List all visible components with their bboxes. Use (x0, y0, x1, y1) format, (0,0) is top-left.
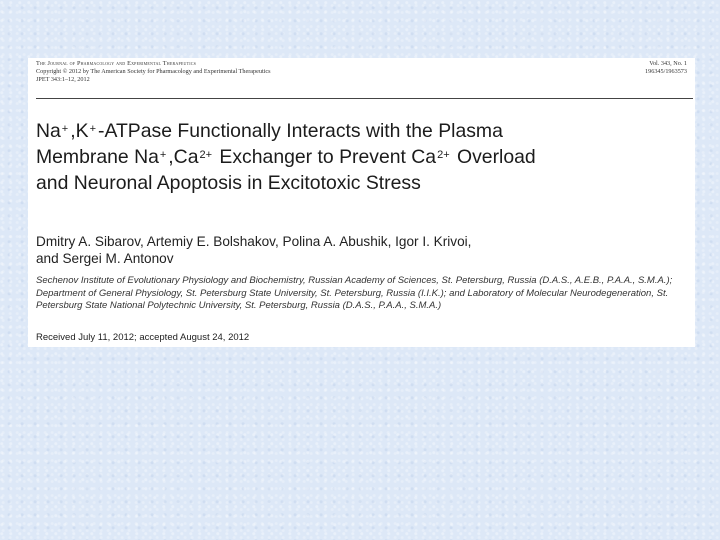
journal-name: The Journal of Pharmacology and Experimental Therapeutics (36, 60, 197, 67)
title-text: Na (36, 120, 61, 142)
received-dates: Received July 11, 2012; accepted August 24, 2012 (36, 332, 250, 343)
volume-info (645, 60, 687, 76)
doi-number: 196345/1963573 (645, 68, 687, 75)
title-superscript: 2+ (437, 149, 450, 161)
title-text: ,Ca (168, 146, 199, 168)
title-superscript: + (159, 149, 167, 161)
authors-line: and Sergei M. Antonov (36, 251, 174, 266)
paper-title (36, 118, 686, 196)
copyright-line: Copyright © 2012 by The American Society for Pharmacology and Experimental Therapeutics (36, 68, 271, 75)
affiliations: Sechenov Institute of Evolutionary Physiology and Biochemistry, Russian Academy of Sciences, St. Petersburg, Russia (D.A.S., A.E.B., P.A.A., S.M.A.); Department of General Physiology, St. Petersburg State University, St. Petersburg, Russia (I.I.K.); and Laboratory of Molecular Neurodegeneration, St. Petersburg State National Polytechnic University, St. Petersburg, Russia (D.A.S., P.A.A., S.M.A.) (36, 275, 673, 312)
paper-excerpt (28, 58, 695, 347)
journal-header (36, 60, 271, 84)
title-text: Overload (457, 146, 536, 168)
author-list (36, 233, 686, 267)
title-text: ,K (70, 120, 89, 142)
title-text: -ATPase Functionally Interacts with the Plasma (98, 120, 503, 142)
title-text: Membrane Na (36, 146, 159, 168)
citation-line: JPET 343:1–12, 2012 (36, 76, 90, 83)
title-superscript: + (61, 123, 69, 135)
title-text: Exchanger to Prevent Ca (219, 146, 437, 168)
volume-number: Vol. 343, No. 1 (649, 60, 687, 67)
title-text: and Neuronal Apoptosis in Excitotoxic Stress (36, 172, 421, 194)
title-superscript: + (89, 123, 96, 135)
title-superscript: 2+ (199, 149, 213, 161)
header-rule (36, 98, 693, 99)
authors-line: Dmitry A. Sibarov, Artemiy E. Bolshakov, Polina A. Abushik, Igor I. Krivoi, (36, 234, 472, 249)
